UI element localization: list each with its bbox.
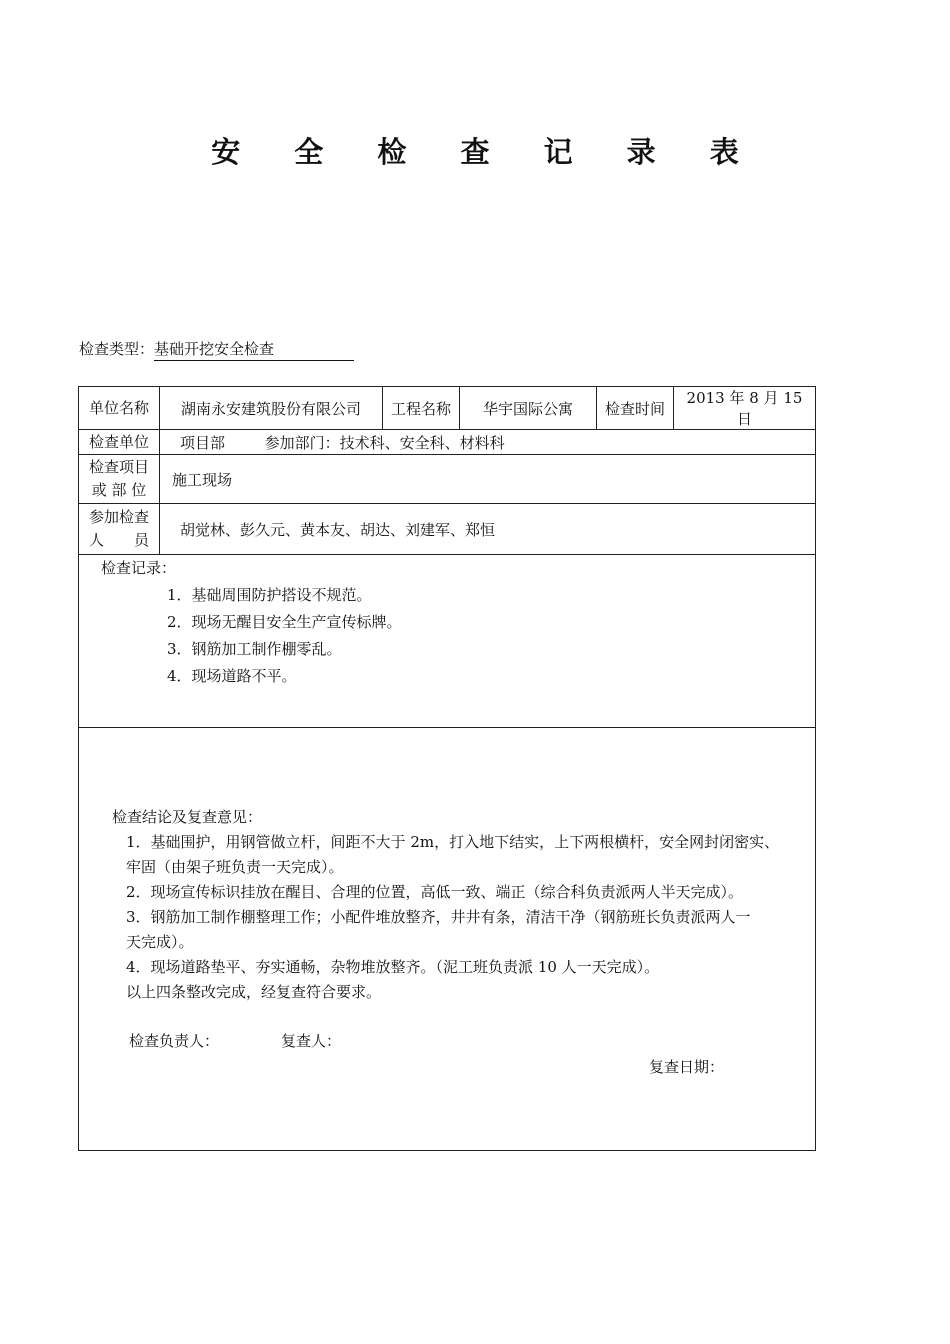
records-heading: 检查记录： bbox=[101, 559, 177, 577]
participants-value: 胡觉林、彭久元、黄本友、胡达、刘建军、郑恒 bbox=[160, 504, 816, 555]
check-unit-label: 检查单位 bbox=[79, 430, 160, 455]
table-row bbox=[79, 555, 816, 728]
conclusion-line: 4．现场道路垫平、夯实通畅，杂物堆放整齐。（泥工班负责派 10 人一天完成）。 bbox=[126, 958, 660, 976]
check-item-label-line2: 或 部 位 bbox=[91, 481, 147, 499]
conclusion-line: 以上四条整改完成，经复查符合要求。 bbox=[126, 983, 382, 1001]
conclusion-cell bbox=[79, 728, 816, 1151]
project-name-label: 工程名称 bbox=[383, 387, 460, 430]
table-row bbox=[79, 455, 816, 504]
check-item-label-line1: 检查项目 bbox=[88, 458, 149, 476]
check-time-value: 2013 年 8 月 15 日 bbox=[674, 387, 816, 430]
document-title: 安 全 检 查 记 录 表 bbox=[211, 135, 761, 169]
conclusion-line: 2．现场宣传标识挂放在醒目、合理的位置，高低一致、端正（综合科负责派两人半天完成）。 bbox=[126, 883, 744, 901]
table-row bbox=[79, 504, 816, 555]
inspection-type-label: 检查类型： bbox=[79, 340, 155, 358]
conclusion-body bbox=[126, 830, 816, 1005]
records-cell bbox=[79, 555, 816, 728]
conclusion-line: 牢固（由架子班负责一天完成）。 bbox=[126, 858, 344, 876]
table-row bbox=[79, 430, 816, 455]
table-row bbox=[79, 387, 816, 430]
table-row bbox=[79, 728, 816, 1151]
record-item: 4．现场道路不平。 bbox=[167, 667, 297, 685]
inspection-record-table bbox=[78, 386, 816, 1151]
record-item: 1．基础周围防护搭设不规范。 bbox=[167, 586, 372, 604]
unit-name-value: 湖南永安建筑股份有限公司 bbox=[160, 387, 383, 430]
check-unit-cell bbox=[160, 430, 816, 455]
project-name-value: 华宇国际公寓 bbox=[460, 387, 597, 430]
conclusion-line: 1．基础围护，用钢管做立杆，间距不大于 2m，打入地下结实，上下两根横杆，安全网封闭密实、 bbox=[126, 833, 780, 851]
review-date-label: 复查日期： bbox=[649, 1058, 725, 1076]
participating-depts: 参加部门：技术科、安全科、材料科 bbox=[264, 433, 505, 452]
reviewer-label: 复查人： bbox=[281, 1032, 342, 1050]
conclusion-line: 天完成）。 bbox=[126, 933, 194, 951]
record-item: 2．现场无醒目安全生产宣传标牌。 bbox=[167, 613, 402, 631]
participants-label-line2: 人 员 bbox=[88, 531, 149, 549]
inspector-label: 检查负责人： bbox=[129, 1032, 220, 1050]
participants-label-line1: 参加检查 bbox=[88, 508, 149, 526]
conclusion-line: 3．钢筋加工制作棚整理工作；小配件堆放整齐，井井有条，清洁干净（钢筋班长负责派两人一 bbox=[126, 908, 751, 926]
check-unit-value: 项目部 bbox=[180, 433, 226, 452]
unit-name-label: 单位名称 bbox=[79, 387, 160, 430]
inspection-type-line bbox=[79, 338, 354, 361]
check-item-label bbox=[79, 455, 160, 504]
record-item: 3．钢筋加工制作棚零乱。 bbox=[167, 640, 342, 658]
inspection-type-value: 基础开挖安全检查 bbox=[154, 338, 354, 361]
check-item-value: 施工现场 bbox=[160, 455, 816, 504]
participants-label bbox=[79, 504, 160, 555]
check-time-label: 检查时间 bbox=[597, 387, 674, 430]
conclusion-heading: 检查结论及复查意见： bbox=[112, 808, 263, 826]
